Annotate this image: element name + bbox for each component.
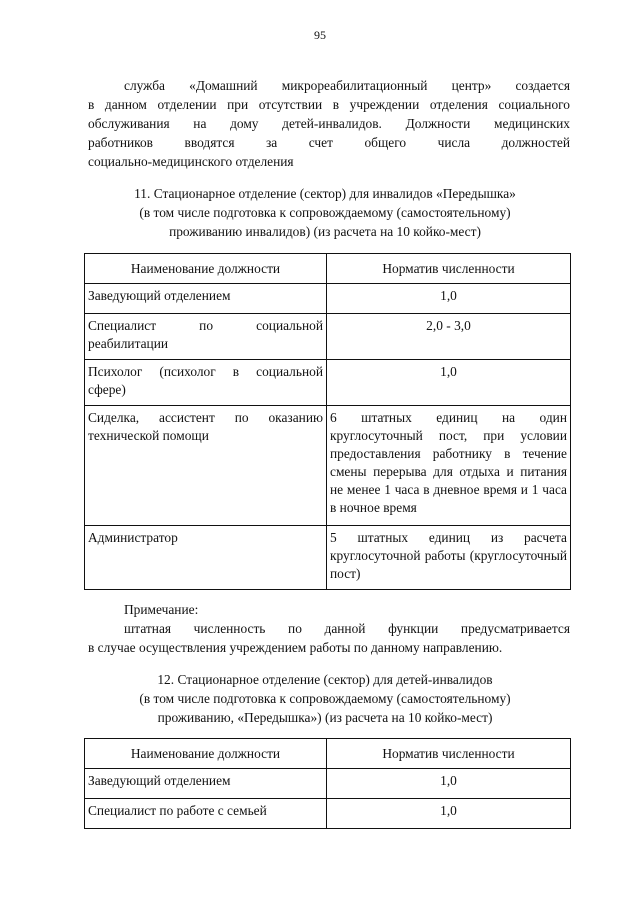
intro-line: в данном отделении при отсутствии в учреждении отделения социального bbox=[88, 97, 570, 112]
position-cell: Специалист по работе с семьей bbox=[85, 799, 327, 829]
norm-cell: 6 штатных единиц на один круглосуточный пост, при условии предоставления работнику в течение смены перерыва для отдыха и питания не менее 1 часа в дневное время и 1 часа в ночное время bbox=[327, 406, 571, 526]
table-row bbox=[85, 284, 571, 314]
header-norm: Норматив численности bbox=[327, 739, 571, 769]
section-12-table bbox=[84, 738, 571, 829]
norm-cell: 1,0 bbox=[327, 284, 571, 314]
table-row bbox=[85, 769, 571, 799]
table-row bbox=[85, 406, 571, 526]
section-11-title-line: проживанию инвалидов) (из расчета на 10 койко-мест) bbox=[169, 224, 481, 239]
note-title: Примечание: bbox=[124, 602, 199, 617]
note bbox=[88, 600, 570, 657]
header-position: Наименование должности bbox=[85, 254, 327, 284]
norm-cell: 5 штатных единиц из расчета круглосуточной работы (круглосуточный пост) bbox=[327, 526, 571, 590]
page-number: 95 bbox=[314, 28, 326, 42]
intro-line: работников вводятся за счет общего числа должностей bbox=[88, 135, 570, 150]
norm-cell: 1,0 bbox=[327, 769, 571, 799]
position-cell: Администратор bbox=[85, 526, 327, 590]
note-line: в случае осуществления учреждением работы по данному направлению. bbox=[88, 640, 503, 655]
position-cell: Заведующий отделением bbox=[85, 769, 327, 799]
table-header-row bbox=[85, 739, 571, 769]
section-12-title bbox=[80, 670, 570, 727]
note-line: штатная численность по данной функции предусматривается bbox=[124, 621, 570, 636]
table-row bbox=[85, 360, 571, 406]
norm-cell: 1,0 bbox=[327, 799, 571, 829]
section-11-title bbox=[80, 184, 570, 241]
position-cell: Психолог (психолог в социальной сфере) bbox=[85, 360, 327, 406]
position-cell: Сиделка, ассистент по оказанию технической помощи bbox=[85, 406, 327, 526]
norm-cell: 1,0 bbox=[327, 360, 571, 406]
section-11-title-line: (в том числе подготовка к сопровождаемому (самостоятельному) bbox=[139, 205, 511, 220]
section-12-title-line: 12. Стационарное отделение (сектор) для детей-инвалидов bbox=[157, 672, 493, 687]
section-12-title-line: (в том числе подготовка к сопровождаемому (самостоятельному) bbox=[139, 691, 511, 706]
norm-cell: 2,0 - 3,0 bbox=[327, 314, 571, 360]
section-12-title-line: проживанию, «Передышка») (из расчета на 10 койко-мест) bbox=[157, 710, 493, 725]
table-row bbox=[85, 799, 571, 829]
header-norm: Норматив численности bbox=[327, 254, 571, 284]
position-cell: Заведующий отделением bbox=[85, 284, 327, 314]
intro-line: социально-медицинского отделения bbox=[88, 154, 294, 169]
table-row bbox=[85, 314, 571, 360]
intro-line: служба «Домашний микрореабилитационный центр» создается bbox=[124, 78, 570, 93]
section-11-table bbox=[84, 253, 571, 590]
section-11-title-line: 11. Стационарное отделение (сектор) для инвалидов «Передышка» bbox=[134, 186, 516, 201]
intro-line: обслуживания на дому детей-инвалидов. Должности медицинских bbox=[88, 116, 570, 131]
table-header-row bbox=[85, 254, 571, 284]
intro-paragraph bbox=[88, 76, 570, 171]
position-cell: Специалист по социальной реабилитации bbox=[85, 314, 327, 360]
header-position: Наименование должности bbox=[85, 739, 327, 769]
table-row bbox=[85, 526, 571, 590]
